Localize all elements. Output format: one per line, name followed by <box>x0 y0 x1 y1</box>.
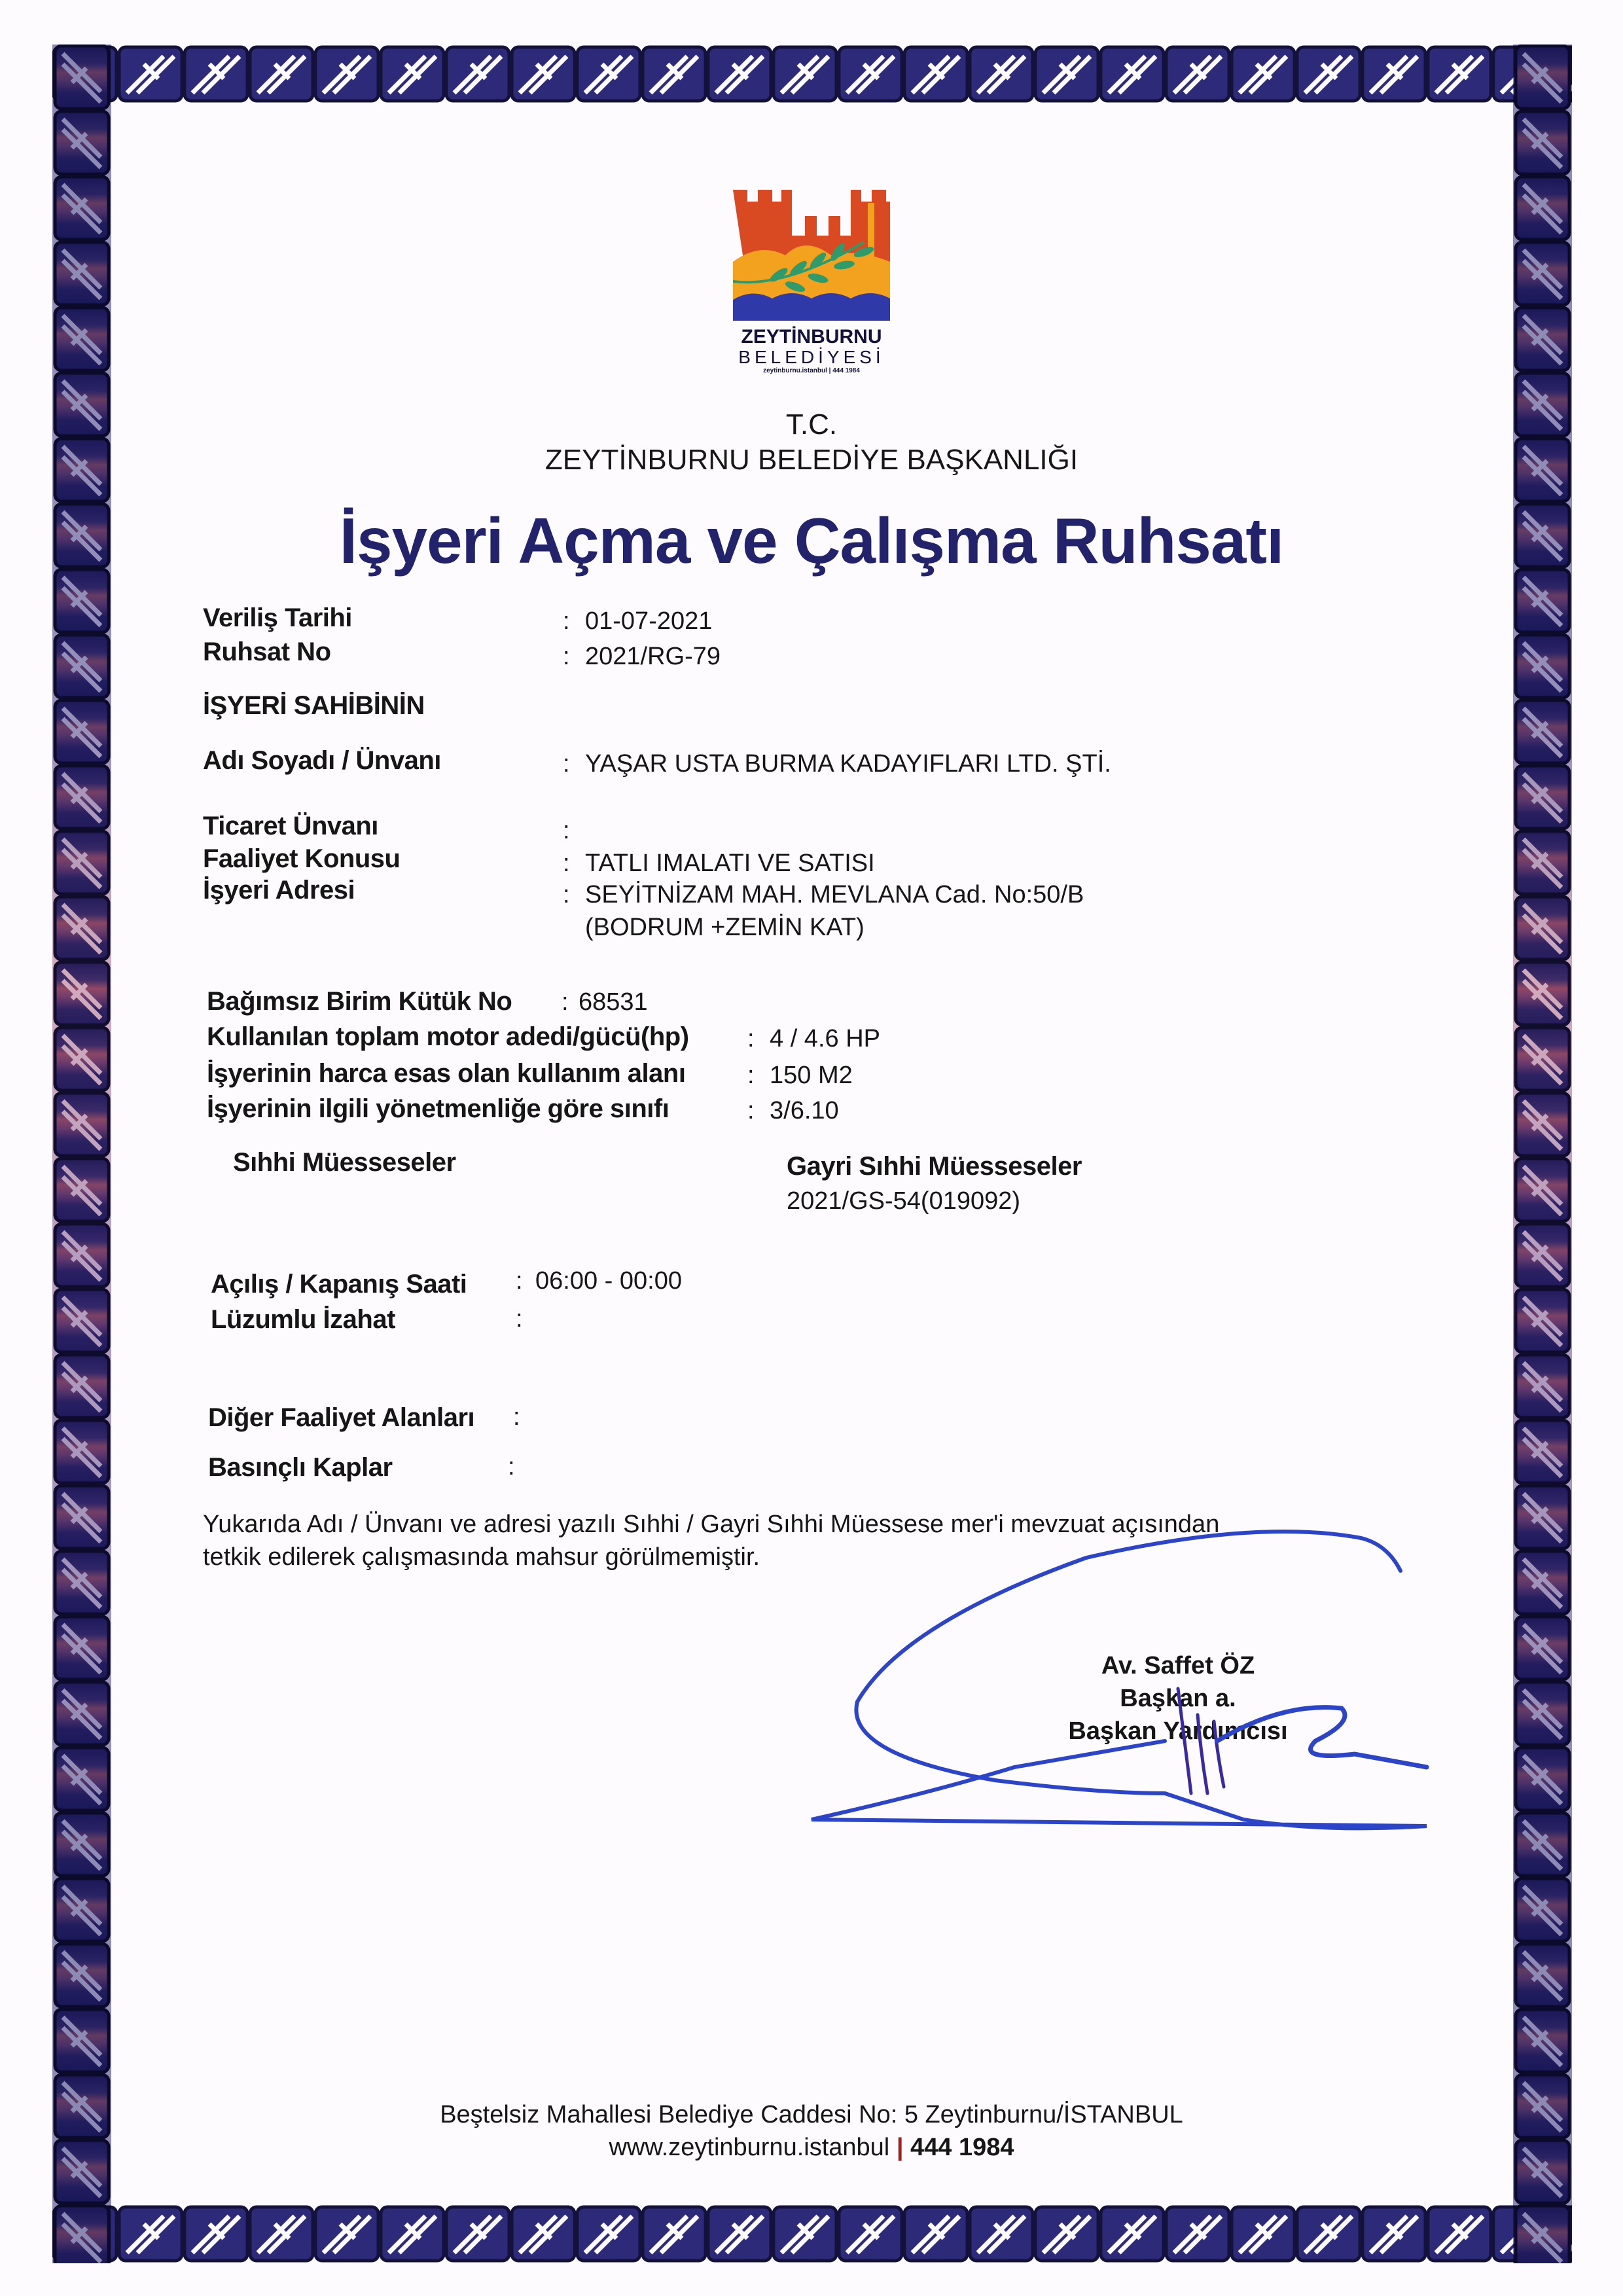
issue-date-colon: : <box>563 607 570 635</box>
decorative-border-right <box>1513 45 1572 2263</box>
area-label: İşyerinin harca esas olan kullanım alanı <box>207 1059 686 1088</box>
issue-date-label: Veriliş Tarihi <box>203 603 352 632</box>
other-areas-label: Diğer Faaliyet Alanları <box>208 1403 475 1432</box>
authority-name: ZEYTİNBURNU BELEDİYE BAŞKANLIĞI <box>544 444 1079 476</box>
activity-value: TATLI IMALATI VE SATISI <box>585 850 875 877</box>
activity-colon: : <box>563 850 570 877</box>
logo-name-line1: ZEYTİNBURNU <box>741 326 882 348</box>
pressure-vessels-label: Basınçlı Kaplar <box>208 1453 393 1482</box>
motor-label: Kullanılan toplam motor adedi/gücü(hp) <box>207 1022 689 1051</box>
address-value-line1: SEYİTNİZAM MAH. MEVLANA Cad. No:50/B <box>585 881 1084 908</box>
logo-name-line2: BELEDİYESİ <box>738 347 885 367</box>
unit-record-colon: : <box>562 988 569 1016</box>
municipality-logo <box>733 190 890 374</box>
area-value: 150 M2 <box>770 1062 853 1089</box>
approval-statement-line2: tetkik edilerek çalışmasında mahsur görülmemiştir. <box>203 1543 760 1571</box>
footer-website: www.zeytinburnu.istanbul <box>609 2134 890 2161</box>
logo-tagline: zeytinburnu.istanbul | 444 1984 <box>763 367 860 374</box>
page-title: İşyeri Açma ve Çalışma Ruhsatı <box>339 505 1284 577</box>
class-colon: : <box>747 1097 755 1124</box>
name-title-label: Adı Soyadı / Ünvanı <box>203 746 441 775</box>
license-no-label: Ruhsat No <box>203 637 331 666</box>
notes-colon: : <box>516 1305 523 1333</box>
address-colon: : <box>563 881 570 908</box>
area-colon: : <box>747 1062 755 1089</box>
trade-title-label: Ticaret Ünvanı <box>203 812 378 840</box>
non-sanitary-establishments-label: Gayri Sıhhi Müesseseler <box>787 1152 1082 1181</box>
name-title-value: YAŞAR USTA BURMA KADAYIFLARI LTD. ŞTİ. <box>585 750 1111 778</box>
hours-value: 06:00 - 00:00 <box>535 1267 682 1295</box>
pressure-vessels-colon: : <box>508 1453 515 1480</box>
footer-address: Beştelsiz Mahallesi Belediye Caddesi No: 5 Zeytinburnu/İSTANBUL <box>440 2101 1183 2128</box>
address-label: İşyeri Adresi <box>203 876 355 905</box>
handwritten-signature-icon <box>798 1505 1479 1846</box>
footer-contact <box>0 2134 1623 2162</box>
sanitary-establishments-label: Sıhhi Müesseseler <box>233 1148 456 1177</box>
signatory-role: Başkan a. <box>1120 1685 1236 1712</box>
signatory-title: Başkan Yardımcısı <box>1068 1717 1288 1745</box>
name-title-colon: : <box>563 750 570 778</box>
decorative-border-top <box>52 45 1572 103</box>
trade-title-colon: : <box>563 817 570 844</box>
non-sanitary-establishments-value: 2021/GS-54(019092) <box>787 1187 1021 1215</box>
license-no-value: 2021/RG-79 <box>585 643 721 670</box>
footer-separator: | <box>896 2134 904 2161</box>
tc-label: T.C. <box>785 408 838 440</box>
address-value-line2: (BODRUM +ZEMİN KAT) <box>585 914 865 941</box>
unit-record-label: Bağımsız Birim Kütük No <box>207 987 512 1016</box>
owner-section-heading: İŞYERİ SAHİBİNİN <box>203 691 425 720</box>
approval-statement-line1: Yukarıda Adı / Ünvanı ve adresi yazılı Sıhhi / Gayri Sıhhi Müessese mer'i mevzuat açısından <box>203 1511 1220 1538</box>
castle-olive-branch-emblem-icon <box>733 190 890 321</box>
signatory-name: Av. Saffet ÖZ <box>1101 1652 1255 1679</box>
hours-colon: : <box>516 1267 523 1295</box>
license-no-colon: : <box>563 643 570 670</box>
decorative-border-bottom <box>52 2204 1572 2263</box>
class-label: İşyerinin ilgili yönetmenliğe göre sınıfı <box>207 1094 669 1123</box>
notes-label: Lüzumlu İzahat <box>211 1305 395 1334</box>
footer-phone: 444 1984 <box>910 2134 1014 2161</box>
other-areas-colon: : <box>513 1403 520 1431</box>
issue-date-value: 01-07-2021 <box>585 607 713 635</box>
activity-label: Faaliyet Konusu <box>203 844 401 873</box>
motor-value: 4 / 4.6 HP <box>770 1025 880 1052</box>
motor-colon: : <box>747 1025 755 1052</box>
decorative-border-left <box>52 45 111 2263</box>
hours-label: Açılış / Kapanış Saati <box>211 1270 467 1299</box>
class-value: 3/6.10 <box>770 1097 839 1124</box>
unit-record-value: 68531 <box>579 988 648 1016</box>
